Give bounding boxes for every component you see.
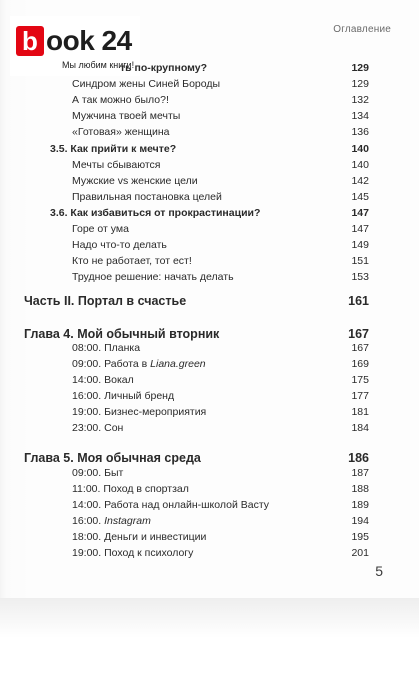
logo-slogan: Мы любим книги! [62, 60, 135, 70]
toc-entry-title [72, 357, 206, 371]
toc-section-row [0, 206, 419, 220]
toc-page-number: 145 [351, 191, 369, 203]
toc-entry-row [0, 238, 419, 252]
toc-entry-row [0, 546, 419, 560]
toc-page-number: 147 [351, 223, 369, 235]
toc-entry-row [0, 466, 419, 480]
toc-page-number: 161 [348, 294, 369, 308]
running-header: Оглавление [333, 24, 391, 35]
toc-entry-row [0, 254, 419, 268]
toc-page-number: 184 [351, 422, 369, 434]
toc-entry-row [0, 530, 419, 544]
toc-chapter-row [0, 449, 419, 467]
toc-entry-title: Мужчина твоей мечты [72, 110, 181, 122]
toc-chapter-row [0, 292, 419, 310]
toc-entry-title: 09:00. Быт [72, 467, 124, 479]
toc-page-number: 201 [351, 547, 369, 559]
toc-page-number: 189 [351, 499, 369, 511]
page-number: 5 [375, 563, 383, 579]
toc-page-number: 132 [351, 94, 369, 106]
toc-entry-row [0, 222, 419, 236]
toc-entry-row [0, 341, 419, 355]
toc-entry-title: Глава 4. Мой обычный вторник [24, 327, 220, 341]
toc-entry-row [0, 270, 419, 284]
toc-entry-title: Мужские vs женские цели [72, 175, 198, 187]
toc-entry-title: Часть II. Портал в счастье [24, 294, 187, 308]
toc-entry-title: А так можно было?! [72, 94, 169, 106]
toc-page-number: 151 [351, 255, 369, 267]
toc-section-row [0, 61, 419, 75]
logo-letter: b [16, 26, 44, 56]
toc-entry-title: 19:00. Поход к психологу [72, 547, 194, 559]
toc-entry-row [0, 174, 419, 188]
toc-page-number: 129 [351, 78, 369, 90]
toc-entry-row [0, 125, 419, 139]
toc-page-number: 140 [351, 143, 369, 155]
toc-entry-title: 3.6. Как избавиться от прокрастинации? [50, 207, 261, 219]
toc-entry-row [0, 498, 419, 512]
toc-entry-title: 18:00. Деньги и инвестиции [72, 531, 207, 543]
toc-entry-row [0, 514, 419, 528]
toc-entry-row [0, 389, 419, 403]
toc-entry-row [0, 421, 419, 435]
toc-entry-row [0, 373, 419, 387]
toc-page-number: 167 [348, 327, 369, 341]
toc-entry-title: «Готовая» женщина [72, 126, 170, 138]
toc-entry-title: 11:00. Поход в спортзал [72, 483, 189, 495]
toc-page-number: 186 [348, 451, 369, 465]
toc-entry-row [0, 158, 419, 172]
toc-page-number: 134 [351, 110, 369, 122]
toc-page-number: 175 [351, 374, 369, 386]
toc-entry-title: 08:00. Планка [72, 342, 141, 354]
toc-entry-title: 19:00. Бизнес-мероприятия [72, 406, 207, 418]
toc-entry-title: Мечты сбываются [72, 159, 161, 171]
toc-entry-title: Синдром жены Синей Бороды [72, 78, 221, 90]
toc-entry-title: Глава 5. Моя обычная среда [24, 451, 201, 465]
toc-page-number: 195 [351, 531, 369, 543]
toc-entry-title: 3.5. Как прийти к мечте? [50, 143, 177, 155]
toc-entry-row [0, 109, 419, 123]
toc-entry-title: 14:00. Вокал [72, 374, 134, 386]
toc-entry-title-italic: Instagram [104, 515, 151, 527]
toc-entry-row [0, 357, 419, 371]
toc-entry-title-prefix: 09:00. Работа в [72, 358, 151, 370]
toc-entry-title: Правильная постановка целей [72, 191, 222, 203]
toc-entry-title: Кто не работает, тот ест! [72, 255, 192, 267]
toc-entry-row [0, 190, 419, 204]
toc-entry-title: Горе от ума [72, 223, 129, 235]
toc-page-number: 149 [351, 239, 369, 251]
toc-entry-row [0, 93, 419, 107]
toc-entry-row [0, 77, 419, 91]
toc-entry-title: 16:00. Личный бренд [72, 390, 175, 402]
toc-entry-title: 23:00. Сон [72, 422, 124, 434]
toc-page-number: 167 [351, 342, 369, 354]
toc-page-number: 140 [351, 159, 369, 171]
toc-entry-row [0, 405, 419, 419]
toc-page-number: 187 [351, 467, 369, 479]
toc-entry-title-prefix: 16:00. [72, 515, 105, 527]
toc-page-number: 181 [351, 406, 369, 418]
toc-entry-title: 14:00. Работа над онлайн-школой Васту [72, 499, 270, 511]
toc-page-number: 129 [351, 62, 369, 74]
toc-entry-title-italic: Liana.green [150, 358, 206, 370]
toc-page-number: 177 [351, 390, 369, 402]
toc-entry-title: ть по-крупному? [120, 62, 207, 74]
page-shadow [0, 598, 419, 638]
toc-page-number: 169 [351, 358, 369, 370]
toc-page-number: 136 [351, 126, 369, 138]
toc-entry-row [0, 482, 419, 496]
toc-entry-title: Надо что-то делать [72, 239, 167, 251]
logo-word: ook 24 [46, 25, 132, 56]
toc-section-row [0, 142, 419, 156]
toc-entry-title [72, 514, 151, 528]
toc-page-number: 147 [351, 207, 369, 219]
toc-page-number: 188 [351, 483, 369, 495]
toc-page-number: 194 [351, 515, 369, 527]
toc-page-number: 153 [351, 271, 369, 283]
toc-page-number: 142 [351, 175, 369, 187]
toc-entry-title: Трудное решение: начать делать [72, 271, 234, 283]
